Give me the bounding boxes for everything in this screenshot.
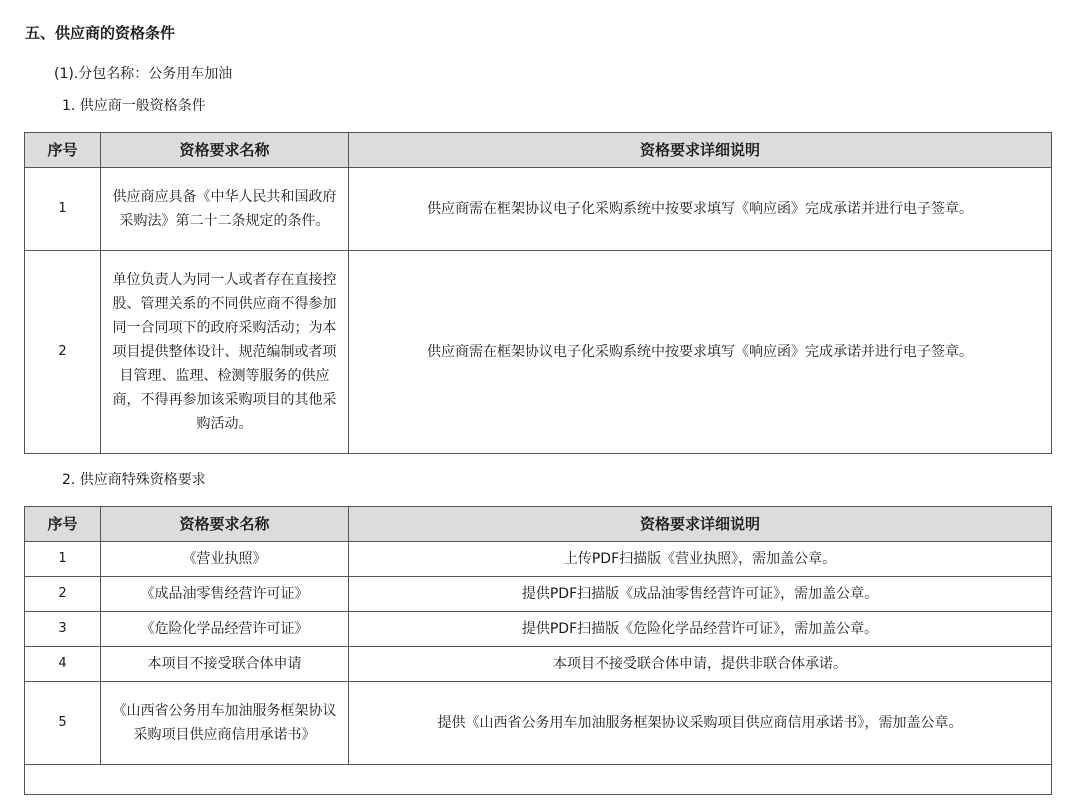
table-header-row	[25, 507, 1052, 542]
header-name: 资格要求名称	[101, 133, 349, 168]
row-name: 《成品油零售经营许可证》	[101, 577, 349, 612]
row-no: 5	[25, 682, 101, 765]
header-detail: 资格要求详细说明	[349, 133, 1052, 168]
row-no: 1	[25, 542, 101, 577]
empty-table-row	[25, 765, 1052, 795]
header-no: 序号	[25, 133, 101, 168]
row-no: 4	[25, 647, 101, 682]
row-name: 供应商应具备《中华人民共和国政府采购法》第二十二条规定的条件。	[101, 168, 349, 251]
table-header-row	[25, 133, 1052, 168]
general-requirements-table	[24, 132, 1052, 454]
row-name: 《营业执照》	[101, 542, 349, 577]
header-no: 序号	[25, 507, 101, 542]
row-detail: 提供PDF扫描版《危险化学品经营许可证》，需加盖公章。	[349, 612, 1052, 647]
row-name: 《山西省公务用车加油服务框架协议采购项目供应商信用承诺书》	[101, 682, 349, 765]
table-row	[25, 682, 1052, 765]
row-detail: 提供PDF扫描版《成品油零售经营许可证》，需加盖公章。	[349, 577, 1052, 612]
table-row	[25, 647, 1052, 682]
row-detail: 供应商需在框架协议电子化采购系统中按要求填写《响应函》完成承诺并进行电子签章。	[349, 251, 1052, 454]
row-name: 《危险化学品经营许可证》	[101, 612, 349, 647]
table-row	[25, 577, 1052, 612]
row-detail: 上传PDF扫描版《营业执照》，需加盖公章。	[349, 542, 1052, 577]
table-row	[25, 612, 1052, 647]
row-no: 1	[25, 168, 101, 251]
general-requirements-title: 1. 供应商一般资格条件	[62, 98, 206, 114]
row-no: 2	[25, 251, 101, 454]
row-detail: 供应商需在框架协议电子化采购系统中按要求填写《响应函》完成承诺并进行电子签章。	[349, 168, 1052, 251]
table-row	[25, 542, 1052, 577]
row-detail: 提供《山西省公务用车加油服务框架协议采购项目供应商信用承诺书》，需加盖公章。	[349, 682, 1052, 765]
table-row	[25, 168, 1052, 251]
empty-cell	[25, 765, 1052, 795]
row-no: 2	[25, 577, 101, 612]
special-requirements-table	[24, 506, 1052, 795]
package-name-line: (1).分包名称：公务用车加油	[54, 66, 233, 82]
row-name: 单位负责人为同一人或者存在直接控股、管理关系的不同供应商不得参加同一合同项下的政府采购活动；为本项目提供整体设计、规范编制或者项目管理、监理、检测等服务的供应商，不得再参加该采购项目的其他采购活动。	[101, 251, 349, 454]
table-row	[25, 251, 1052, 454]
row-name: 本项目不接受联合体申请	[101, 647, 349, 682]
section-title: 五、供应商的资格条件	[25, 24, 176, 42]
special-requirements-title: 2. 供应商特殊资格要求	[62, 472, 206, 488]
header-name: 资格要求名称	[101, 507, 349, 542]
header-detail: 资格要求详细说明	[349, 507, 1052, 542]
row-no: 3	[25, 612, 101, 647]
row-detail: 本项目不接受联合体申请，提供非联合体承诺。	[349, 647, 1052, 682]
